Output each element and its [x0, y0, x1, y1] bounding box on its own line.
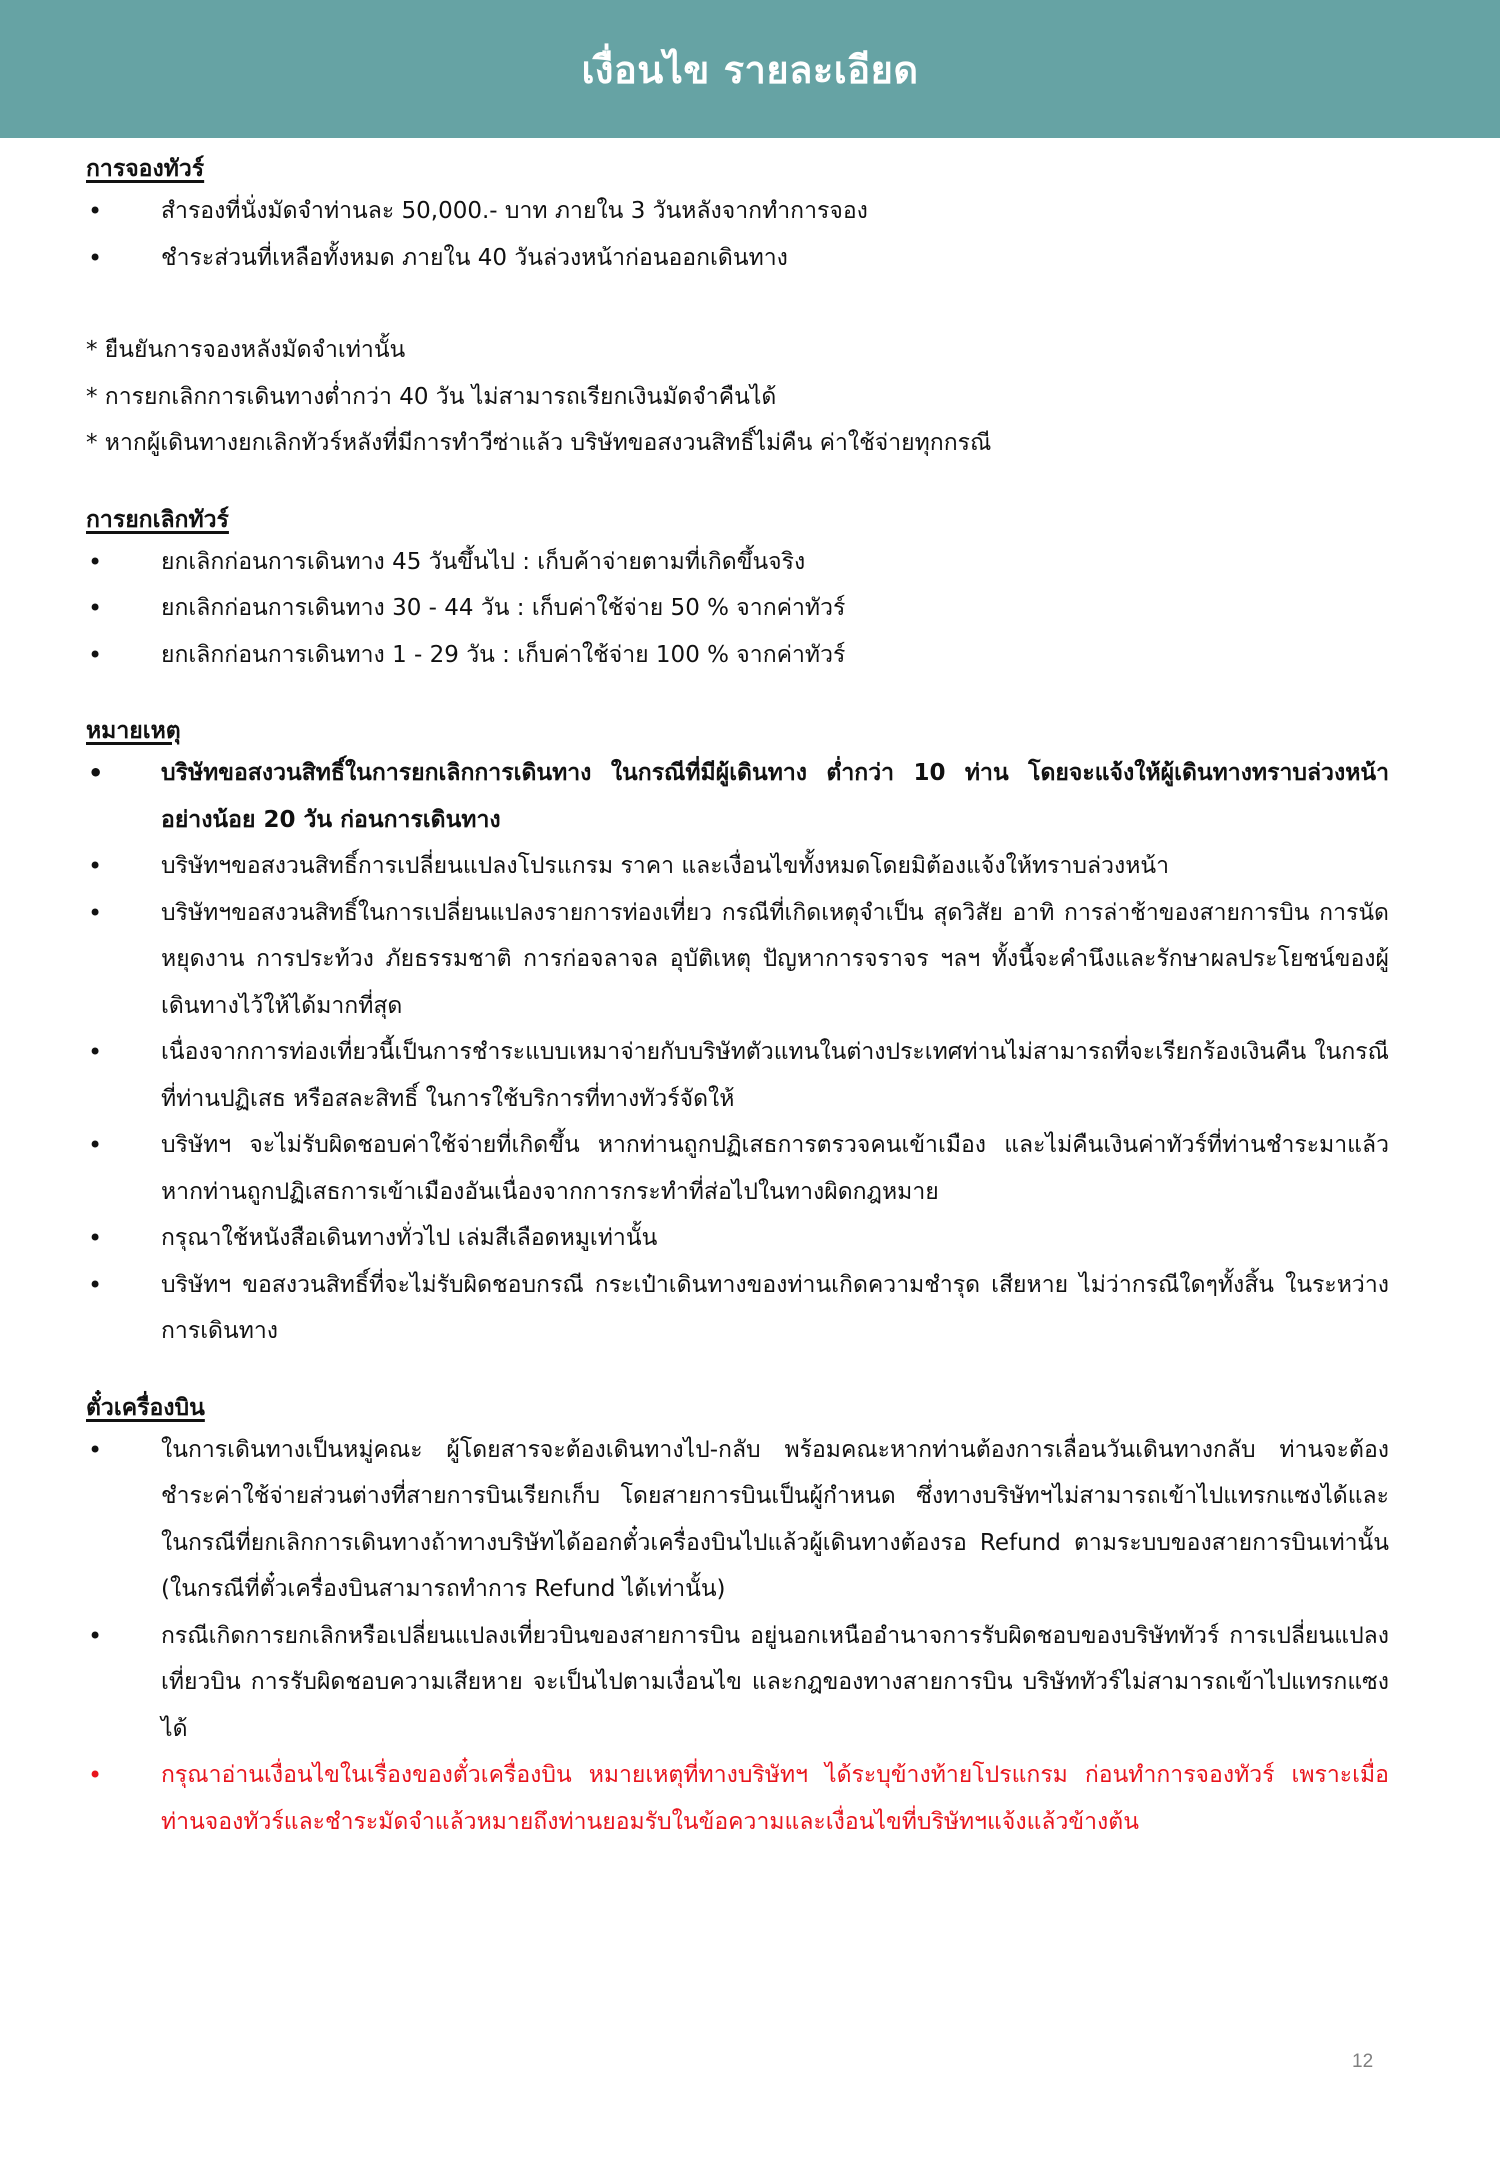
note: * การยกเลิกการเดินทางต่ำกว่า 40 วัน ไม่สามารถเรียกเงินมัดจำคืนได้ — [86, 383, 777, 410]
section-title-cancellation: การยกเลิกทัวร์ — [86, 506, 229, 533]
list-item: • บริษัทขอสงวนสิทธิ์ในการยกเลิกการเดินทาง ในกรณีที่มีผู้เดินทาง ต่ำกว่า 10 ท่าน โดยจะแจ้งให้ผู้เดินทางทราบล่วงหน้า อย่างน้อย 20 วัน ก่อนการเดินทาง — [86, 750, 1389, 843]
document-body — [86, 150, 1389, 1845]
bullet-icon: • — [88, 594, 103, 622]
list-item: • สำรองที่นั่งมัดจำท่านละ 50,000.- บาท ภายใน 3 วันหลังจากทำการจอง — [86, 188, 1389, 235]
bullet-icon: • — [88, 1038, 103, 1066]
bullet-icon: • — [88, 1270, 103, 1299]
list-item: • กรุณาใช้หนังสือเดินทางทั่วไป เล่มสีเลือดหมูเท่านั้น — [86, 1215, 1389, 1262]
bullet-icon: • — [88, 1621, 103, 1650]
spacer — [86, 1355, 1386, 1389]
list-item: • ยกเลิกก่อนการเดินทาง 1 - 29 วัน : เก็บค่าใช้จ่าย 100 % จากค่าทัวร์ — [86, 632, 1389, 679]
section-air-ticket — [86, 1389, 1389, 1846]
bullet-icon: • — [88, 852, 103, 880]
bullet-icon: • — [88, 640, 103, 669]
note: * หากผู้เดินทางยกเลิกทัวร์หลังที่มีการทำวีซ่าแล้ว บริษัทขอสงวนสิทธิ์ไม่คืน ค่าใช้จ่ายทุกกรณี — [86, 430, 992, 456]
header-banner — [0, 0, 1500, 138]
list-item: • บริษัทฯ จะไม่รับผิดชอบค่าใช้จ่ายที่เกิดขึ้น หากท่านถูกปฏิเสธการตรวจคนเข้าเมือง และไม่คืนเงินค่าทัวร์ที่ท่านชำระมาแล้ว หากท่านถูกปฏิเสธการเข้าเมืองอันเนื่องจากการกระทำที่ส่อไปในทางผิดกฎหมาย — [86, 1122, 1389, 1215]
spacer — [86, 281, 1386, 327]
bullet-icon: • — [88, 759, 104, 787]
list-item: • ยกเลิกก่อนการเดินทาง 30 - 44 วัน : เก็บค่าใช้จ่าย 50 % จากค่าทัวร์ — [86, 585, 1389, 632]
remarks-list — [86, 750, 1389, 1355]
bullet-icon: • — [88, 197, 103, 225]
spacer — [86, 678, 1386, 712]
bullet-icon: • — [88, 898, 103, 927]
booking-list — [86, 188, 1386, 281]
bullet-icon: • — [88, 1761, 103, 1789]
bullet-icon: • — [88, 1224, 103, 1252]
spacer — [86, 467, 1386, 501]
section-title-air-ticket: ตั๋วเครื่องบิน — [86, 1394, 205, 1421]
list-item: • กรณีเกิดการยกเลิกหรือเปลี่ยนแปลงเที่ยวบินของสายการบิน อยู่นอกเหนืออำนาจการรับผิดชอบของบริษัททัวร์ การเปลี่ยนแปลงเที่ยวบิน การรับผิดชอบความเสียหาย จะเป็นไปตามเงื่อนไข และกฎของทางสายการบิน บริษัททัวร์ไม่สามารถเข้าไปแทรกแซงได้ — [86, 1613, 1389, 1753]
list-item: • ชำระส่วนที่เหลือทั้งหมด ภายใน 40 วันล่วงหน้าก่อนออกเดินทาง — [86, 235, 1389, 282]
cancellation-list — [86, 539, 1386, 679]
note: * ยืนยันการจองหลังมัดจำเท่านั้น — [86, 337, 406, 363]
section-cancellation — [86, 501, 1386, 679]
section-booking — [86, 150, 1386, 467]
list-item: • เนื่องจากการท่องเที่ยวนี้เป็นการชำระแบบเหมาจ่ายกับบริษัทตัวแทนในต่างประเทศท่านไม่สามารถที่จะเรียกร้องเงินคืน ในกรณีที่ท่านปฏิเสธ หรือสละสิทธิ์ ในการใช้บริการที่ทางทัวร์จัดให้ — [86, 1029, 1389, 1122]
booking-notes — [86, 327, 1386, 467]
section-remarks — [86, 712, 1389, 1355]
bullet-icon: • — [88, 1435, 103, 1464]
bullet-icon: • — [88, 547, 103, 576]
section-title-booking: การจองทัวร์ — [86, 156, 205, 182]
list-item: • ในการเดินทางเป็นหมู่คณะ ผู้โดยสารจะต้องเดินทางไป-กลับ พร้อมคณะหากท่านต้องการเลื่อนวันเดินทางกลับ ท่านจะต้องชำระค่าใช้จ่ายส่วนต่างที่สายการบินเรียกเก็บ โดยสายการบินเป็นผู้กำหนด ซึ่งทางบริษัทฯไม่สามารถเข้าไปแทรกแซงได้และในกรณีที่ยกเลิกการเดินทางถ้าทางบริษัทได้ออกตั๋วเครื่องบินไปแล้วผู้เดินทางต้องรอ Refund ตามระบบของสายการบินเท่านั้น (ในกรณีที่ตั๋วเครื่องบินสามารถทำการ Refund ได้เท่านั้น) — [86, 1427, 1389, 1613]
page-title: เงื่อนไข รายละเอียด — [581, 47, 919, 92]
air-ticket-list — [86, 1427, 1389, 1846]
list-item: • บริษัทฯขอสงวนสิทธิ์การเปลี่ยนแปลงโปรแกรม ราคา และเงื่อนไขทั้งหมดโดยมิต้องแจ้งให้ทราบล่วงหน้า — [86, 843, 1389, 890]
bullet-icon: • — [88, 243, 103, 272]
page-number: 12 — [1352, 2051, 1374, 2072]
warning-list-item: • กรุณาอ่านเงื่อนไขในเรื่องของตั๋วเครื่องบิน หมายเหตุที่ทางบริษัทฯ ได้ระบุข้างท้ายโปรแกรม ก่อนทำการจองทัวร์ เพราะเมื่อท่านจองทัวร์และชำระมัดจำแล้วหมายถึงท่านยอมรับในข้อความและเงื่อนไขที่บริษัทฯแจ้งแล้วข้างต้น — [86, 1752, 1389, 1845]
list-item: • บริษัทฯขอสงวนสิทธิ์ในการเปลี่ยนแปลงรายการท่องเที่ยว กรณีที่เกิดเหตุจำเป็น สุดวิสัย อาทิ การล่าช้าของสายการบิน การนัดหยุดงาน การประท้วง ภัยธรรมชาติ การก่อจลาจล อุบัติเหตุ ปัญหาการจราจร ฯลฯ ทั้งนี้จะคำนึงและรักษาผลประโยชน์ของผู้เดินทางไว้ให้ได้มากที่สุด — [86, 890, 1389, 1030]
section-title-remarks: หมายเหตุ — [86, 718, 181, 744]
bullet-icon: • — [88, 1131, 103, 1159]
list-item: • บริษัทฯ ขอสงวนสิทธิ์ที่จะไม่รับผิดชอบกรณี กระเป๋าเดินทางของท่านเกิดความชำรุด เสียหาย ไม่ว่ากรณีใดๆทั้งสิ้น ในระหว่างการเดินทาง — [86, 1262, 1389, 1355]
list-item: • ยกเลิกก่อนการเดินทาง 45 วันขึ้นไป : เก็บค้าจ่ายตามที่เกิดขึ้นจริง — [86, 539, 1389, 586]
